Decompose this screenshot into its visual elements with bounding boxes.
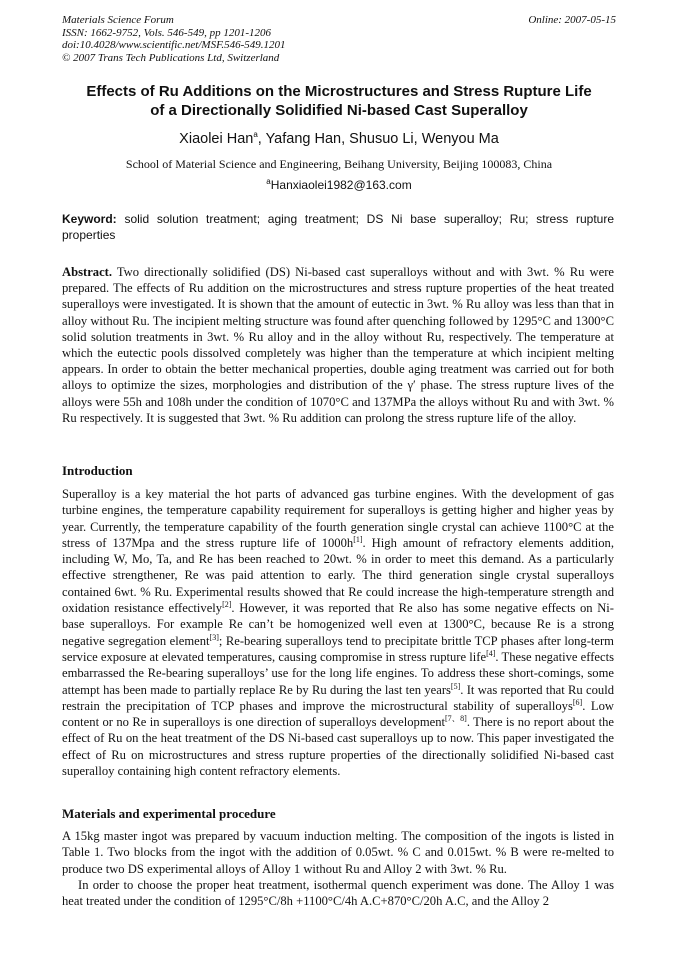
abstract-text: Two directionally solidified (DS) Ni-based cast superalloys without and with 3wt. % Ru were prepared. The effects of Ru addition on the microstructures and stress rupture properties of the heat treated superalloys were investigated. It is shown that the amount of eutectic in 3wt. % Ru alloy was less than that in alloy without Ru. The incipient melting structure was found after quenching followed by 1295°C and 1300°C solid solution treatments in 3wt. % Ru alloy and in the alloy without Ru, respectively. The temperature at which the eutectic pools dissolved completely was higher than the temperature at which incipient melting appears. In order to obtain the better mechanical properties, double aging treatment was carried out for both alloys to optimize the sizes, morphologies and distribution of the γ′ phase. The stress rupture lives of the alloys were 55h and 108h under the condition of 1070°C and 137MPa the alloys without Ru and with 3wt. % Ru respectively. It is suggested that 3wt. % Ru addition can prolong the stress rupture life of the alloy. — [62, 265, 614, 425]
intro-text: . These negative effects embarrassed the Re-bearing superalloys’ use for the long life engines. To address these short-comings, some attempt has been made to partially replace Re by Ru during the last ten years — [62, 649, 614, 697]
intro-text: . However, it was reported that Re also has some negative effects on Ni-base superalloys. For example Re can’t be homogenized well even at 1300°C, because Re is a strong negative segregation element — [62, 601, 614, 648]
intro-text: ; Re-bearing superalloys tend to precipitate brittle TCP phases after long-term service exposure at elevated temperatures, causing compromise in stress rupture life — [62, 633, 614, 664]
doi-line: doi:10.4028/www.scientific.net/MSF.546-549.1201 — [62, 39, 286, 52]
copyright-line: © 2007 Trans Tech Publications Ltd, Switzerland — [62, 51, 280, 64]
materials-body — [62, 828, 614, 909]
email-address: Hanxiaolei1982@163.com — [270, 178, 412, 192]
citation: [5] — [450, 681, 461, 691]
first-author: Xiaolei Han — [179, 131, 254, 147]
citation: [7、8] — [445, 713, 467, 723]
introduction-body — [62, 486, 614, 779]
paper-title — [40, 82, 638, 120]
citation: [3] — [209, 632, 219, 642]
citation: [6] — [572, 697, 583, 707]
title-line-1: Effects of Ru Additions on the Microstructures and Stress Rupture Life — [86, 83, 592, 100]
keyword-text: solid solution treatment; aging treatment; DS Ni base superalloy; Ru; stress rupture properties — [62, 212, 614, 242]
abstract — [62, 264, 614, 426]
title-line-2: of a Directionally Solidified Ni-based Cast Superalloy — [150, 102, 528, 119]
journal-name: Materials Science Forum — [62, 14, 174, 26]
materials-paragraph-2: In order to choose the proper heat treatment, isothermal quench experiment was done. The Alloy 1 was heat treated under the condition of 1295°C/8h +1100°C/4h A.C+870°C/20h A.C, and the Alloy 2 — [62, 877, 614, 909]
abstract-label: Abstract. — [62, 265, 113, 279]
intro-text: Superalloy is a key material the hot parts of advanced gas turbine engines. With the development of gas turbine engines, the temperature capability requirement for superalloys is getting higher and higher yeas by year. Currently, the temperature capability of the fourth generation single crystal can achieve 1100°C at the stress of 137Mpa and the stress rupture life of 1000h — [62, 487, 614, 550]
intro-text: . High amount of refractory elements addition, including W, Mo, Ta, and Re has been reached to 20wt. % in order to meet this demand. As a particularly effective strengthener, Re was paid attention to early. The third generation single crystal superalloys contained 6wt. % Ru. Experimental results showed that Re could increase the high-temperature strength and oxidation resistance effectively — [62, 535, 614, 616]
keywords — [62, 211, 614, 243]
email-sup: a — [266, 177, 271, 186]
first-author-sup: a — [253, 130, 258, 140]
introduction-heading: Introduction — [62, 463, 133, 478]
citation: [2] — [222, 599, 232, 609]
author-list — [0, 131, 678, 147]
citation: [1] — [353, 534, 363, 544]
author-email — [0, 178, 678, 192]
intro-text: . There is no report about the effect of Ru on the heat treatment of the DS Ni-based cast superalloys up to now. This paper investigated the effect of Ru on microstructures and stress rupture properties of the directionally solidified Ni-based cast superalloy containing high content refractory elements. — [62, 715, 614, 779]
issn-line: ISSN: 1662-9752, Vols. 546-549, pp 1201-1206 — [62, 26, 271, 39]
citation: [4] — [486, 648, 496, 658]
other-authors: , Yafang Han, Shusuo Li, Wenyou Ma — [257, 131, 499, 147]
keyword-label: Keyword: — [62, 212, 117, 226]
intro-text: . Low content or no Re in superalloys is one direction of superalloys development — [62, 698, 614, 730]
journal-header — [62, 14, 616, 64]
intro-text: . It was reported that Ru could restrain the precipitation of TCP phases and improve the microstructural stability of superalloys — [62, 682, 614, 713]
materials-heading: Materials and experimental procedure — [62, 806, 276, 821]
online-date: Online: 2007-05-15 — [528, 14, 616, 26]
affiliation: School of Material Science and Engineering, Beihang University, Beijing 100083, China — [125, 157, 553, 171]
materials-paragraph-1: A 15kg master ingot was prepared by vacuum induction melting. The composition of the ingots is listed in Table 1. Two blocks from the ingot with the addition of 0.05wt. % C and 0.015wt. % B were re-melted to produce two DS experimental alloys of Alloy 1 without Ru and Alloy 2 with 3wt. % Ru. — [62, 829, 614, 876]
